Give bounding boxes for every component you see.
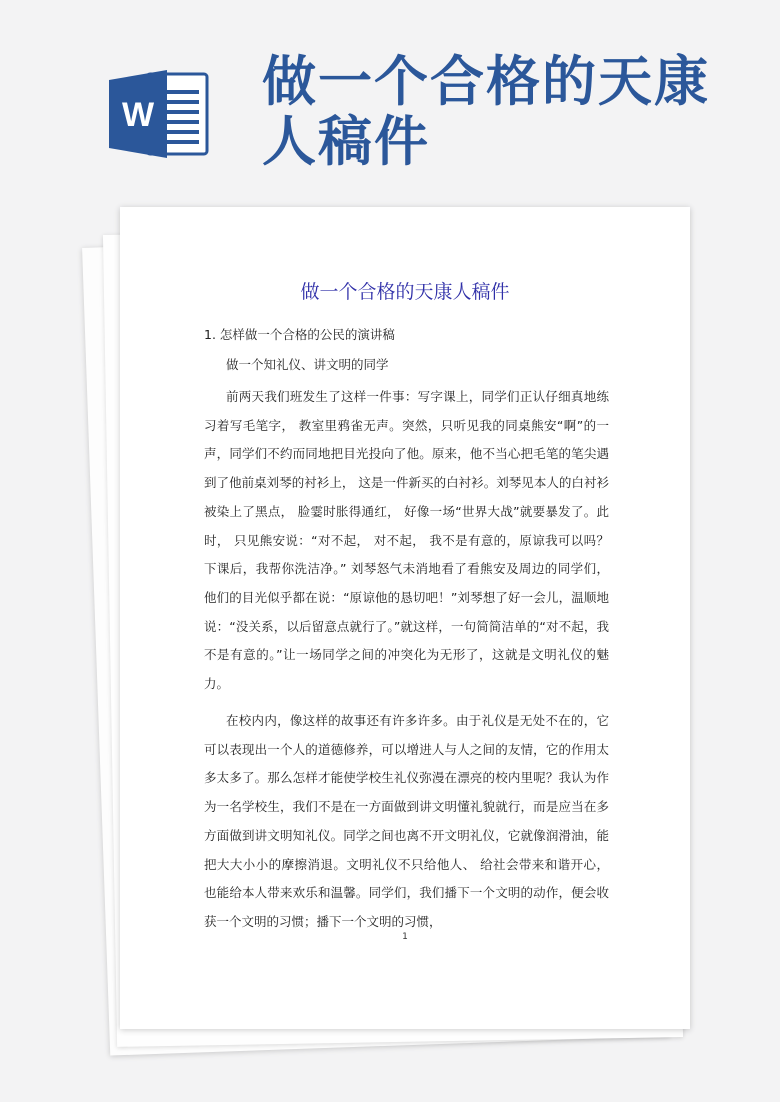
paragraph: 前两天我们班发生了这样一件事：写字课上，同学们正认仔细真地练习着写毛笔字， 教室里鸦雀无声。突然，只听见我的同桌熊安“啊”的一声，同学们不约而同地把目光投向了他。原来，他不当心把毛笔的笔尖遇到了他前桌刘琴的衬衫上， 这是一件新买的白衬衫。刘琴见本人的白衬衫被染上了黑点， 脸霎时胀得通红， 好像一场“世界大战”就要暴发了。此时， 只见熊安说：“对不起， 对不起， 我不是有意的，原谅我可以吗？下课后，我帮你洗洁净。” 刘琴怒气未消地看了看熊安及周边的同学们， 他们的目光似乎都在说：“原谅他的恳切吧！”刘琴想了好一会儿，温顺地说：“没关系，以后留意点就行了。”就这样，一句简简洁单的“对不起，我不是有意的。”让一场同学之间的冲突化为无形了，这就是文明礼仪的魅力。	[204, 389, 609, 692]
word-document-icon	[109, 68, 209, 160]
document-title: 做一个合格的天康人稿件	[300, 281, 510, 303]
header-banner	[0, 0, 780, 200]
section-heading: 1. 怎样做一个合格的公民的演讲稿	[204, 327, 395, 342]
page-title: 做一个合格的天康人稿件	[262, 50, 710, 173]
svg-text:W: W	[121, 96, 155, 134]
page-number: 1	[402, 932, 408, 942]
speech-subtitle: 做一个知礼仪、讲文明的同学	[226, 357, 389, 372]
paragraph: 在校内内，像这样的故事还有许多许多。由于礼仪是无处不在的，它可以表现出一个人的道德修养，可以增进人与人之间的友情，它的作用太多太多了。那么怎样才能使学校生礼仪弥漫在漂亮的校内里呢？我认为作为一名学校生，我们不是在一方面做到讲文明懂礼貌就行，而是应当在多方面做到讲文明知礼仪。同学之间也离不开文明礼仪，它就像润滑油，能把大大小小的摩擦消退。文明礼仪不只给他人、 给社会带来和谐开心， 也能给本人带来欢乐和温馨。同学们，我们播下一个文明的动作，便会收获一个文明的习惯；播下一个文明的习惯，	[204, 713, 609, 929]
document-page	[120, 207, 690, 1029]
